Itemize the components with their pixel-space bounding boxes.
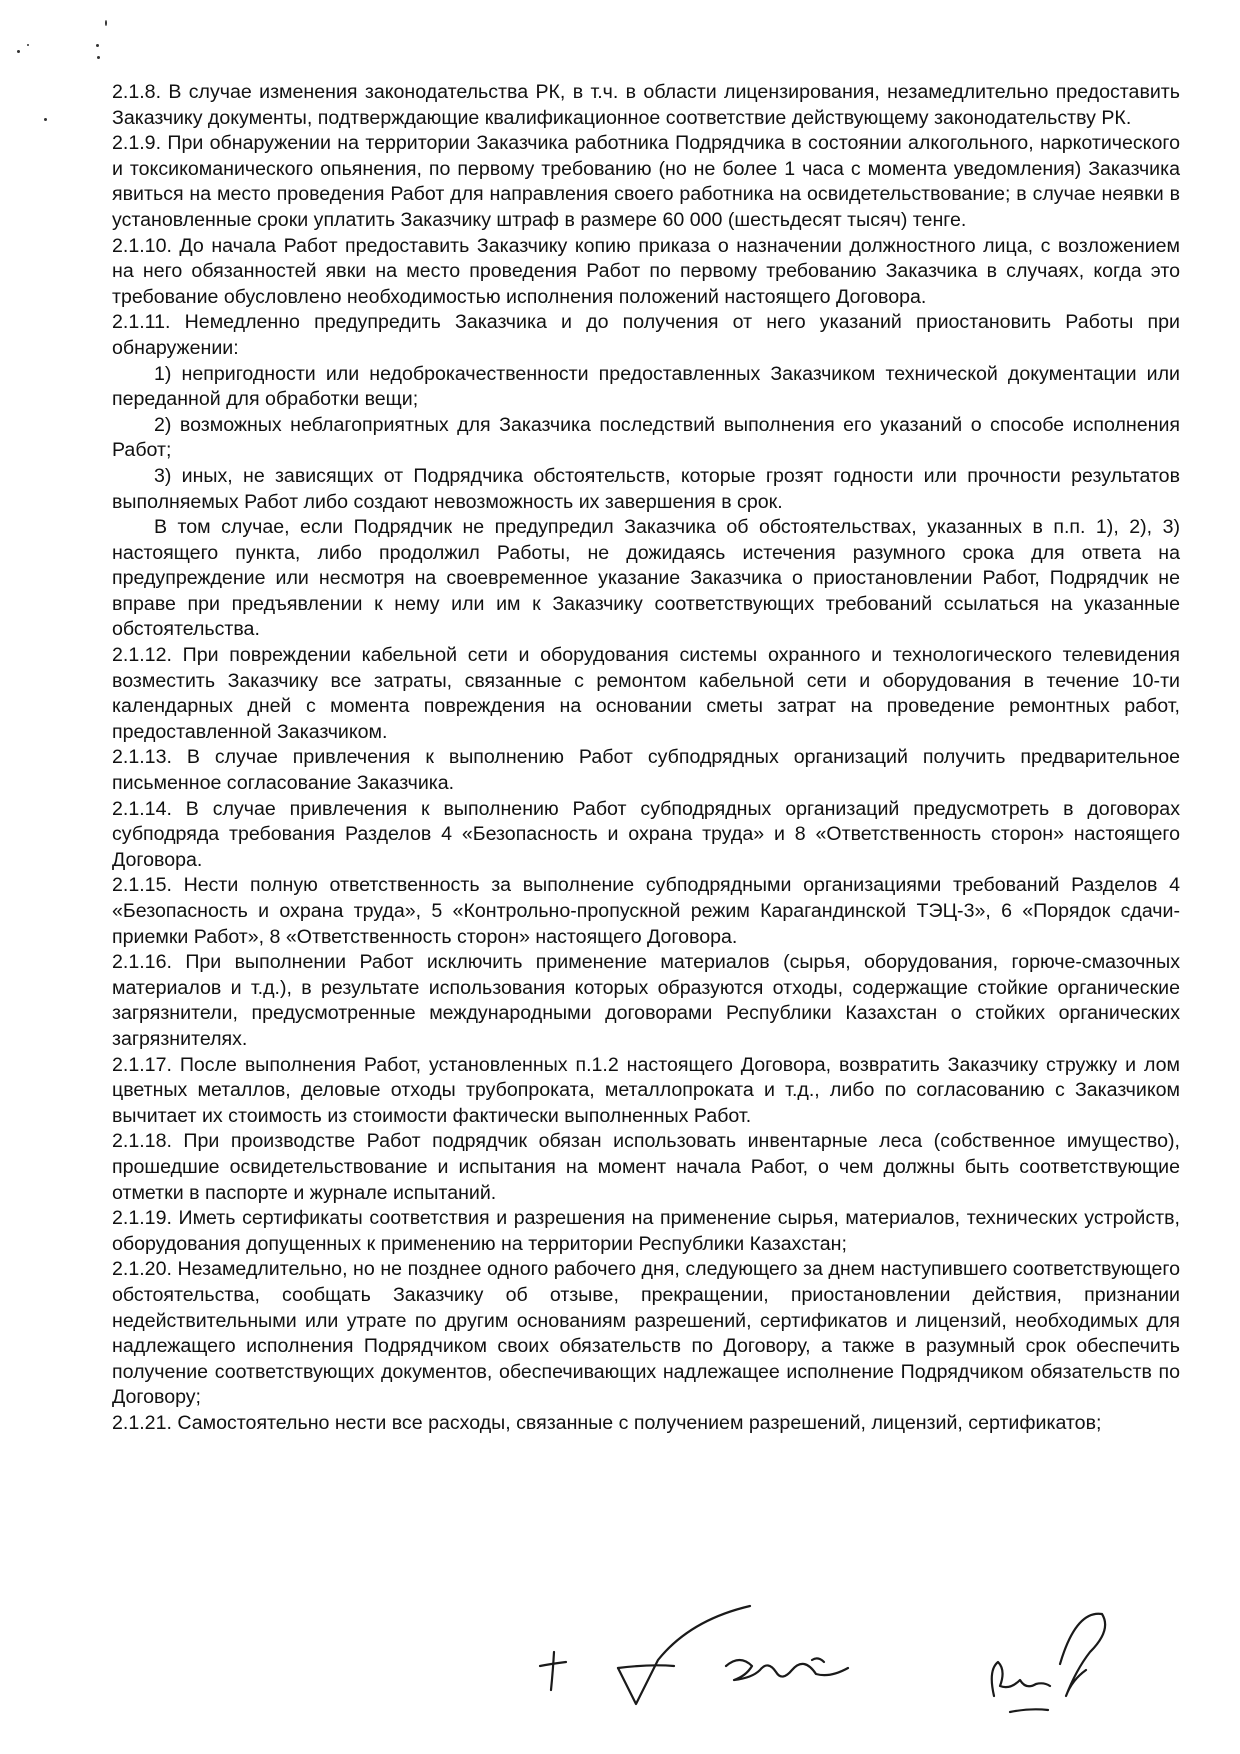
clause-2-1-11: 2.1.11. Немедленно предупредить Заказчика и до получения от него указаний приостановить Работы при обнаружении: bbox=[112, 311, 1180, 359]
signature-1 bbox=[540, 1652, 566, 1690]
handwritten-signatures bbox=[520, 1600, 1160, 1740]
clause-2-1-11-item-2: 2) возможных неблагоприятных для Заказчика последствий выполнения его указаний о способе исполнения Работ; bbox=[112, 413, 1180, 462]
signature-4 bbox=[992, 1614, 1105, 1712]
document-body bbox=[112, 80, 1180, 1436]
clause-2-1-17: 2.1.17. После выполнения Работ, установленных п.1.2 настоящего Договора, возвратить Заказчику стружку и лом цветных металлов, деловые отходы трубопроката, металлопроката и т.д., либо по согласованию с Заказчиком вычитает их стоимость из стоимости фактически выполненных Работ. bbox=[112, 1053, 1180, 1127]
clause-2-1-9: 2.1.9. При обнаружении на территории Заказчика работника Подрядчика в состоянии алкогольного, наркотического и токсикоманического опьянения, по первому требованию (но не более 1 часа с момента уведомления) Заказчика явиться на место проведения Работ для направления своего работника на освидетельствование; в случае неявки в установленные сроки уплатить Заказчику штраф в размере 60 000 (шестьдесят тысяч) тенге. bbox=[112, 132, 1180, 231]
scan-speck bbox=[96, 44, 99, 47]
clause-2-1-8: 2.1.8. В случае изменения законодательства РК, в т.ч. в области лицензирования, незамедлительно предоставить Заказчику документы, подтверждающие квалификационное соответствие действующему законодательству РК. bbox=[112, 81, 1180, 129]
scan-speck bbox=[97, 56, 100, 59]
clause-2-1-14: 2.1.14. В случае привлечения к выполнению Работ субподрядных организаций предусмотреть в договорах субподряда требования Разделов 4 «Безопасность и охрана труда» и 8 «Ответственность сторон» настоящего Договора. bbox=[112, 797, 1180, 871]
clause-2-1-21: 2.1.21. Самостоятельно нести все расходы, связанные с получением разрешений, лицензий, сертификатов; bbox=[112, 1411, 1102, 1434]
clause-2-1-10: 2.1.10. До начала Работ предоставить Заказчику копию приказа о назначении должностного лица, с возложением на него обязанностей явки на место проведения Работ по первому требованию Заказчика в случаях, когда это требование обусловлено необходимостью исполнения положений настоящего Договора. bbox=[112, 234, 1180, 308]
scan-speck bbox=[44, 118, 47, 121]
clause-2-1-11-note: В том случае, если Подрядчик не предупредил Заказчика об обстоятельствах, указанных в п.п. 1), 2), 3) настоящего пункта, либо продолжил Работы, не дожидаясь истечения разумного срока для ответа на предупреждение или несмотря на своевременное указание Заказчика о приостановлении Работ, Подрядчик не вправе при предъявлении к нему или им к Заказчику соответствующих требований ссылаться на указанные обстоятельства. bbox=[112, 516, 1180, 641]
clause-2-1-11-item-3: 3) иных, не зависящих от Подрядчика обстоятельств, которые грозят годности или прочности результатов выполняемых Работ либо создают невозможность их завершения в срок. bbox=[112, 464, 1180, 513]
clause-2-1-20: 2.1.20. Незамедлительно, но не позднее одного рабочего дня, следующего за днем наступившего соответствующего обстоятельства, сообщать Заказчику об отзыве, прекращении, приостановлении действия, признании недействительными или утрате по другим основаниям разрешений, сертификатов и лицензий, необходимых для надлежащего исполнения Подрядчиком своих обязательств по Договору, а также в разумный срок обеспечить получение соответствующих документов, обеспечивающих надлежащее исполнение Подрядчиком обязательств по Договору; bbox=[112, 1258, 1180, 1409]
scan-speck bbox=[27, 44, 29, 46]
clause-2-1-15: 2.1.15. Нести полную ответственность за выполнение субподрядными организациями требований Разделов 4 «Безопасность и охрана труда», 5 «Контрольно-пропускной режим Карагандинской ТЭЦ-3», 6 «Порядок сдачи-приемки Работ», 8 «Ответственность сторон» настоящего Договора. bbox=[112, 874, 1180, 948]
clause-2-1-12: 2.1.12. При повреждении кабельной сети и оборудования системы охранного и технологического телевидения возместить Заказчику все затраты, связанные с ремонтом кабельной сети и оборудования в течение 10-ти календарных дней с момента повреждения на основании сметы затрат на проведение ремонтных работ, предоставленной Заказчиком. bbox=[112, 644, 1180, 743]
clause-2-1-13: 2.1.13. В случае привлечения к выполнению Работ субподрядных организаций получить предварительное письменное согласование Заказчика. bbox=[112, 746, 1180, 795]
scan-speck bbox=[105, 20, 107, 26]
scan-speck bbox=[17, 50, 20, 53]
clause-2-1-19: 2.1.19. Иметь сертификаты соответствия и разрешения на применение сырья, материалов, технических устройств, оборудования допущенных к применению на территории Республики Казахстан; bbox=[112, 1207, 1180, 1255]
signature-3 bbox=[726, 1658, 848, 1680]
clause-2-1-11-item-1: 1) непригодности или недоброкачественности предоставленных Заказчиком технической документации или переданной для обработки вещи; bbox=[112, 362, 1180, 411]
signature-2 bbox=[618, 1606, 750, 1704]
clause-2-1-18: 2.1.18. При производстве Работ подрядчик обязан использовать инвентарные леса (собственное имущество), прошедшие освидетельствование и испытания на момент начала Работ, о чем должны быть соответствующие отметки в паспорте и журнале испытаний. bbox=[112, 1130, 1180, 1204]
clause-2-1-16: 2.1.16. При выполнении Работ исключить применение материалов (сырья, оборудования, горюче-смазочных материалов и т.д.), в результате использования которых образуются отходы, содержащие стойкие органические загрязнители, предусмотренные международными договорами Республики Казахстан о стойких органических загрязнителях. bbox=[112, 951, 1180, 1050]
